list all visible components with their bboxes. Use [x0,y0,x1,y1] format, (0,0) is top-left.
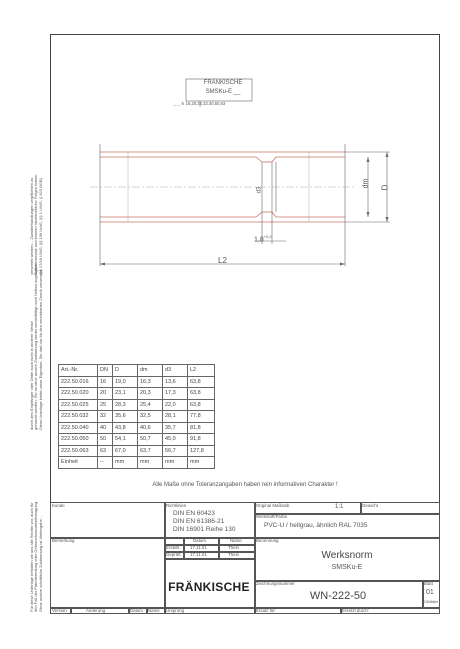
cell: 35,6 [113,411,138,423]
cell: 67,0 [113,445,138,457]
cell: 222.50.016 [59,376,98,388]
massstab-label: Original Maßstab [256,503,290,508]
cell: mm [138,457,163,469]
datum2-label: Datum [130,608,143,613]
cell: 91,8 [188,434,215,446]
blaetter-value: 01Blätter [423,600,439,604]
werkstoff-label: Werkstoff/Farbe [256,514,288,519]
cell: 63,8 [188,399,215,411]
label-dm: dm [362,178,370,189]
cell: 222.50.020 [59,388,98,400]
cell: 16 [98,376,113,388]
cell: 43,8 [113,422,138,434]
erstellt-label: Erstellt [166,545,180,550]
massstab-value: 1:1 [335,504,344,510]
cell: 19,0 [113,376,138,388]
table-row [59,411,215,423]
ersatz-fuer-label: Ersatz für: [256,608,277,613]
cell: 17,3 [163,388,188,400]
cell: 25 [98,399,113,411]
label-length: L2 [218,256,227,265]
cell: 20 [98,388,113,400]
label-gap-value: 1,8 [254,236,264,244]
cell: 50 [98,434,113,446]
cell: mm [163,457,188,469]
bemerkung-label: Bemerkung [52,538,75,543]
cell: 32,5 [138,411,163,423]
label-d3: d3 [256,186,263,194]
table-header-row [59,365,215,377]
geprueft-name: Thein [228,552,239,557]
cell: 63,7 [138,445,163,457]
table-row [59,434,215,446]
callout-sizes: _ _ ≙ 16,20,25,32,40,50,63 [174,101,226,106]
cell: 222.50.063 [59,445,98,457]
cell: 81,8 [188,422,215,434]
erstellt-date: 17.11.01 [190,545,207,550]
col-d3: d3 [163,365,188,377]
label-gap [254,234,272,243]
cell: 35,7 [163,422,188,434]
label-gap-tolerance: +0,2 [263,234,272,239]
werkstoff-value: PVC-U / hellgrau, ähnlich RAL 7035 [264,522,368,529]
col-art-nr: Art.-Nr. [59,365,98,377]
benennung-label: Benennung [256,538,279,543]
cell: 25,4 [138,399,163,411]
name-label: Name [230,538,242,543]
cell: 32 [98,411,113,423]
col-L2: L2 [188,365,215,377]
cell: 63,8 [188,388,215,400]
cell: 50,7 [138,434,163,446]
cell: 222.50.025 [59,399,98,411]
dimension-table [58,364,215,469]
col-dm: dm [138,365,163,377]
kunde-label: Kunde [52,503,65,508]
geprueft-label: Geprüft [166,552,181,557]
erstellt-name: Thein [228,545,239,550]
cell: 222.50.040 [59,422,98,434]
copyright-note-mid: durch den Empfänger oder Dritte auch nicht in anderer Weise gemacht werden. Sie ist ohne unsere Zustimmung weder vervielfältigt noch Dritten zugänglich Diese Unterlage bleibt unser Eigentum. Sie darf nur für den vereinbarten Zweck verwendet [29,263,43,430]
cell: 40,6 [138,422,163,434]
callout-brand: FRÄNKISCHE [203,80,243,86]
table-row [59,388,215,400]
name2-label: Name [148,608,160,613]
table-row [59,376,215,388]
benennung-line1: Werksnorm [321,550,373,561]
cell: 54,1 [113,434,138,446]
geprueft-date: 17.11.01 [190,552,207,557]
table-row [59,422,215,434]
cell: 40 [98,422,113,434]
col-dn: DN [98,365,113,377]
cell: -- [98,457,113,469]
richtlinien-label: Richtlinien [166,503,187,508]
richtlinie-2: DIN EN 61386-21 [173,518,225,525]
callout-type: SMSKu-E __ [205,89,241,95]
cell: 13,6 [163,376,188,388]
tolerance-note: Alle Maße ohne Toleranzangaben haben rein informativen Charakter ! [152,482,338,488]
aenderung-label: Änderung [86,608,106,613]
table-row [59,445,215,457]
copyright-note-bottom: Für diese Unterlage behalten wir uns alle Rechte vor, auch für den Fall der Patenterteilung oder Gebrauchsmustereintragung. Ohne unsere schriftliche Zustimmung ist Weitergabe... [29,500,43,612]
cell: 127,8 [188,445,215,457]
cell: 23,1 [113,388,138,400]
col-D: D [113,365,138,377]
cell: 77,8 [188,411,215,423]
copyright-note-top: verwertet werden. - Zuwiderhandlungen verpflichten zu Schadenersatz und können strafrechtliche Folgen haben (§§ 17/18 UWG, §§ 106 UrhG, §§ 1 UWG, § 823 BGB) [29,174,43,275]
cell: 28,1 [163,411,188,423]
cell: 45,0 [163,434,188,446]
cell: Einheit [59,457,98,469]
version-label: Version [52,608,67,613]
table-row [59,399,215,411]
cell: 222.50.032 [59,411,98,423]
cell: 28,3 [113,399,138,411]
benennung-line2: SMSKu-E [331,564,363,571]
zeichnungsnummer-label: Zeichnungsnummer [256,581,295,586]
cell: 222.50.050 [59,434,98,446]
cell: 20,3 [138,388,163,400]
company-logo: FRÄNKISCHE [168,580,250,594]
cell: 56,7 [163,445,188,457]
table-unit-row [59,457,215,469]
label-D: D [380,184,390,191]
datum-label: Datum [193,538,206,543]
cell: mm [113,457,138,469]
cell: 16,3 [138,376,163,388]
richtlinie-3: DIN 16901 Reihe 130 [173,526,236,533]
zeichnungsnummer-value: WN-222-50 [309,590,367,602]
blatt-value: 01 [426,589,434,596]
richtlinie-1: DIN EN 60423 [173,510,215,517]
cell: mm [188,457,215,469]
cell: 63,8 [188,376,215,388]
ursprung-label: Ursprung [166,608,185,613]
cell: 63 [98,445,113,457]
cell: 22,0 [163,399,188,411]
gewicht-label: Gewicht [362,503,378,508]
ersetzt-durch-label: Ersetzt durch: [342,608,370,613]
blatt-label: Blatt [424,581,433,586]
